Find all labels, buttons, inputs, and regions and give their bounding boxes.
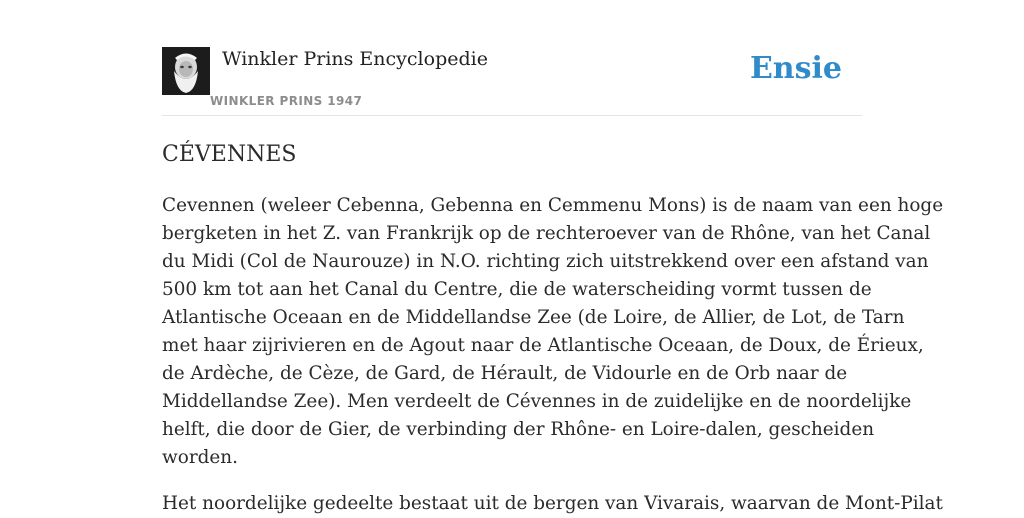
source-edition: WINKLER PRINS 1947 (210, 94, 363, 108)
paragraph-line: Atlantische Oceaan en de Middellandse Zee (de Loire, de Allier, de Lot, de Tarn (162, 307, 905, 328)
paragraph-line: worden. (162, 447, 238, 468)
paragraph-line: Het noordelijke gedeelte bestaat uit de bergen van Vivarais, waarvan de Mont-Pilat (162, 493, 943, 514)
article-title: CÉVENNES (162, 142, 297, 167)
article-page (162, 0, 944, 514)
paragraph-line: du Midi (Col de Naurouze) in N.O. richting zich uitstrekkend over een afstand van (162, 251, 929, 272)
article-paragraph (162, 192, 944, 472)
source-title[interactable]: Winkler Prins Encyclopedie (222, 48, 488, 70)
paragraph-line: Cevennen (weleer Cebenna, Gebenna en Cemmenu Mons) is de naam van een hoge (162, 195, 944, 216)
brand-logo[interactable]: Ensie (749, 51, 842, 86)
paragraph-line: helft, die door de Gier, de verbinding der Rhône- en Loire-dalen, gescheiden (162, 419, 875, 440)
paragraph-line: 500 km tot aan het Canal du Centre, die de waterscheiding vormt tussen de (162, 279, 872, 300)
article-paragraph (162, 490, 943, 518)
paragraph-line: bergketen in het Z. van Frankrijk op de rechteroever van de Rhône, van het Canal (162, 223, 931, 244)
portrait-icon (162, 47, 210, 95)
paragraph-line: met haar zijrivieren en de Agout naar de Atlantische Oceaan, de Doux, de Érieux, (162, 335, 924, 356)
paragraph-line: de Ardèche, de Cèze, de Gard, de Hérault, de Vidourle en de Orb naar de (162, 363, 848, 384)
paragraph-line: Middellandse Zee). Men verdeelt de Cévennes in de zuidelijke en de noordelijke (162, 391, 912, 412)
article-header (162, 0, 862, 116)
source-avatar[interactable] (162, 47, 210, 95)
